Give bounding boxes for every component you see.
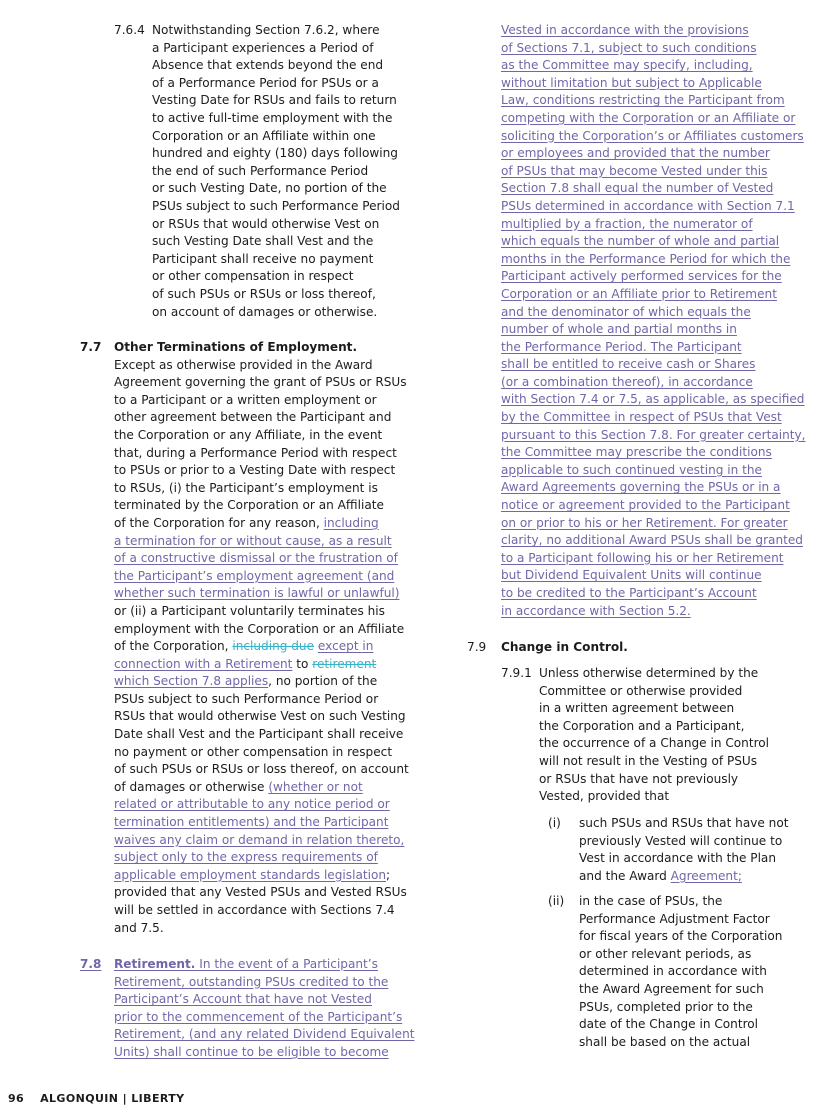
text-line: Except as otherwise provided in the Award xyxy=(114,357,373,372)
section-7-7-title: Other Terminations of Employment. xyxy=(114,340,358,354)
text-line: or other compensation in respect xyxy=(152,269,354,284)
text-line: a Participant experiences a Period of xyxy=(152,40,374,55)
section-7-8-title: Retirement. xyxy=(114,957,196,971)
text-line: determined in accordance with xyxy=(579,964,767,979)
text-span: of damages or otherwise xyxy=(114,779,269,794)
text-line: in the case of PSUs, the xyxy=(579,894,723,908)
text-line xyxy=(114,638,409,656)
text-line: or other relevant periods, as xyxy=(579,946,752,961)
inserted-line: of a constructive dismissal or the frustration of xyxy=(114,551,398,566)
inserted-line: termination entitlements) and the Participant xyxy=(114,815,389,830)
text-line: on account of damages or otherwise. xyxy=(152,304,378,319)
text-line: Unless otherwise determined by the xyxy=(539,666,759,680)
text-line: or RSUs that have not previously xyxy=(539,771,739,786)
inserted-line: clarity, no additional Award PSUs shall be granted xyxy=(501,533,803,548)
text-line: Participant shall receive no payment xyxy=(152,251,374,266)
text-line xyxy=(114,656,409,674)
brand-name: ALGONQUIN | LIBERTY xyxy=(40,1092,185,1105)
inserted-line: by the Committee in respect of PSUs that Vest xyxy=(501,410,782,425)
text-line: no payment or other compensation in respect xyxy=(114,744,393,759)
text-line: terminated by the Corporation or an Affiliate xyxy=(114,498,384,513)
section-7-8-text-right xyxy=(501,22,806,620)
inserted-line: notice or agreement provided to the Participant xyxy=(501,498,790,513)
text-line xyxy=(114,515,409,533)
inserted-line: the Participant’s employment agreement (and xyxy=(114,568,395,583)
inserted-line: applicable to such continued vesting in the xyxy=(501,462,762,477)
text-line: employment with the Corporation or an Affiliate xyxy=(114,621,405,636)
inserted-text: connection with a Retirement xyxy=(114,656,293,671)
text-line: and 7.5. xyxy=(114,920,164,935)
text-line: or RSUs that would otherwise Vest on xyxy=(152,216,380,231)
text-line: to a Participant or a written employment or xyxy=(114,392,377,407)
inserted-line: subject only to the express requirements of xyxy=(114,850,378,865)
text-line: Notwithstanding Section 7.6.2, where xyxy=(152,23,380,37)
inserted-line: as the Committee may specify, including, xyxy=(501,58,753,73)
text-line: of such PSUs or RSUs or loss thereof, on account xyxy=(114,762,409,777)
text-line: Performance Adjustment Factor xyxy=(579,911,770,926)
text-line: hundred and eighty (180) days following xyxy=(152,146,398,161)
text-line xyxy=(114,779,409,797)
inserted-line: of PSUs that may become Vested under this xyxy=(501,163,768,178)
text-line: such Vesting Date shall Vest and the xyxy=(152,234,374,249)
text-line: will not result in the Vesting of PSUs xyxy=(539,753,758,768)
inserted-line: to be credited to the Participant’s Account xyxy=(501,586,757,600)
inserted-line: Units) shall continue to be eligible to become xyxy=(114,1044,389,1059)
text-line: of a Performance Period for PSUs or a xyxy=(152,75,379,90)
inserted-text: (whether or not xyxy=(268,779,363,794)
inserted-line: whether such termination is lawful or unlawful) xyxy=(114,586,400,601)
inserted-line xyxy=(114,956,415,974)
text-line: or (ii) a Participant voluntarily terminates his xyxy=(114,603,385,618)
section-7-7-number: 7.7 xyxy=(80,340,102,354)
text-line: to PSUs or prior to a Vesting Date with respect xyxy=(114,463,396,478)
inserted-line: multiplied by a fraction, the numerator of xyxy=(501,216,753,231)
text-line: date of the Change in Control xyxy=(579,1017,759,1032)
section-7-7-text xyxy=(114,339,409,937)
page-number: 96 xyxy=(8,1092,25,1105)
text-line: will be settled in accordance with Sections 7.4 xyxy=(114,903,395,917)
item-i-number: (i) xyxy=(548,816,561,830)
inserted-line: shall be entitled to receive cash or Shares xyxy=(501,357,756,372)
text-line: other agreement between the Participant and xyxy=(114,410,392,425)
inserted-line: without limitation but subject to Applicable xyxy=(501,75,762,90)
text-span: of the Corporation, xyxy=(114,639,233,654)
inserted-line: the Performance Period. The Participant xyxy=(501,339,742,354)
text-line: to active full-time employment with the xyxy=(152,110,393,125)
page-footer xyxy=(8,1090,185,1108)
inserted-line: months in the Performance Period for which the xyxy=(501,251,791,266)
inserted-line: on or prior to his or her Retirement. For greater xyxy=(501,515,788,530)
text-line: that, during a Performance Period with respect xyxy=(114,445,397,460)
text-line: Vested, provided that xyxy=(539,789,670,804)
text-line: RSUs that would otherwise Vest on such Vesting xyxy=(114,709,406,724)
inserted-line: (or a combination thereof), in accordance xyxy=(501,374,753,389)
inserted-line: which equals the number of whole and partial xyxy=(501,234,780,249)
inserted-line: in accordance with Section 5.2. xyxy=(501,603,691,618)
inserted-line: Retirement, outstanding PSUs credited to the xyxy=(114,974,389,989)
inserted-line: of Sections 7.1, subject to such conditions xyxy=(501,40,757,55)
section-7-9-title: Change in Control. xyxy=(501,640,628,654)
inserted-line: but Dividend Equivalent Units will continue xyxy=(501,568,762,583)
text-line: Absence that extends beyond the end xyxy=(152,58,384,73)
section-7-9-1-text xyxy=(539,665,769,806)
inserted-text: applicable employment standards legislation xyxy=(114,867,387,882)
inserted-line: number of whole and partial months in xyxy=(501,322,737,337)
text-line: previously Vested will continue to xyxy=(579,833,783,848)
inserted-line: Participant’s Account that have not Vested xyxy=(114,992,372,1007)
text-line: the occurrence of a Change in Control xyxy=(539,736,770,751)
text-line: such PSUs and RSUs that have not xyxy=(579,816,789,830)
inserted-line: with Section 7.4 or 7.5, as applicable, as specified xyxy=(501,392,805,407)
section-7-9-1-number: 7.9.1 xyxy=(501,666,532,680)
inserted-line: Corporation or an Affiliate prior to Retirement xyxy=(501,286,777,301)
text-span: to xyxy=(292,656,313,671)
text-line: Vesting Date for RSUs and fails to return xyxy=(152,93,397,108)
deleted-text: including due xyxy=(232,639,315,654)
inserted-line: Participant actively performed services for the xyxy=(501,269,782,284)
item-i-text xyxy=(579,815,789,885)
text-line: to RSUs, (i) the Participant’s employment is xyxy=(114,480,378,495)
text-line: the end of such Performance Period xyxy=(152,163,369,178)
item-ii-text xyxy=(579,893,782,1051)
inserted-line: related or attributable to any notice period or xyxy=(114,797,390,812)
text-line: PSUs, completed prior to the xyxy=(579,999,753,1014)
text-line: in a written agreement between xyxy=(539,701,735,716)
inserted-line: the Committee may prescribe the conditions xyxy=(501,445,772,460)
text-line: shall be based on the actual xyxy=(579,1034,751,1049)
text-line: the Corporation and a Participant, xyxy=(539,718,745,733)
section-7-6-4-text xyxy=(152,22,400,321)
inserted-line: waives any claim or demand in relation thereto, xyxy=(114,832,405,847)
text-span: and the Award xyxy=(579,868,671,883)
inserted-line: Award Agreements governing the PSUs or in a xyxy=(501,480,781,495)
inserted-line: to a Participant following his or her Retirement xyxy=(501,550,784,565)
section-7-8-text-left xyxy=(114,956,415,1062)
inserted-text: including xyxy=(323,515,379,530)
inserted-line: prior to the commencement of the Participant’s xyxy=(114,1009,403,1024)
text-line: of such PSUs or RSUs or loss thereof, xyxy=(152,286,376,301)
text-span: ; xyxy=(386,867,391,882)
text-line: PSUs subject to such Performance Period or xyxy=(114,691,379,706)
text-line: Corporation or an Affiliate within one xyxy=(152,128,376,143)
inserted-line: Retirement, (and any related Dividend Equivalent xyxy=(114,1027,415,1042)
text-span: In the event of a Participant’s xyxy=(195,957,378,971)
text-line: the Award Agreement for such xyxy=(579,981,764,996)
text-line: Committee or otherwise provided xyxy=(539,683,743,698)
inserted-line: competing with the Corporation or an Affiliate or xyxy=(501,110,796,125)
inserted-line: PSUs determined in accordance with Section 7.1 xyxy=(501,198,795,213)
text-line: the Corporation or any Affiliate, in the event xyxy=(114,427,383,442)
text-line: PSUs subject to such Performance Period xyxy=(152,198,400,213)
inserted-text: except in xyxy=(317,639,374,654)
inserted-line: Section 7.8 shall equal the number of Vested xyxy=(501,181,774,196)
inserted-line: or employees and provided that the number xyxy=(501,146,770,161)
text-span: , no portion of the xyxy=(268,674,378,689)
text-line: for fiscal years of the Corporation xyxy=(579,929,783,944)
text-line: provided that any Vested PSUs and Vested RSUs xyxy=(114,885,407,900)
inserted-line: Law, conditions restricting the Participant from xyxy=(501,93,785,108)
section-7-9-number: 7.9 xyxy=(467,640,487,654)
text-span: of the Corporation for any reason, xyxy=(114,515,324,530)
inserted-line: pursuant to this Section 7.8. For greater certainty, xyxy=(501,427,806,442)
section-7-8-number: 7.8 xyxy=(80,957,102,971)
inserted-text: Agreement; xyxy=(670,868,742,883)
text-line: or such Vesting Date, no portion of the xyxy=(152,181,387,196)
inserted-line: a termination for or without cause, as a result xyxy=(114,533,392,548)
text-line: Date shall Vest and the Participant shall receive xyxy=(114,727,404,742)
text-line: Agreement governing the grant of PSUs or RSUs xyxy=(114,375,407,390)
text-line: Vest in accordance with the Plan xyxy=(579,851,777,866)
inserted-text: which Section 7.8 applies xyxy=(114,674,269,689)
deleted-text: retirement xyxy=(312,656,377,671)
item-ii-number: (ii) xyxy=(548,894,565,908)
section-7-6-4-number: 7.6.4 xyxy=(114,23,145,37)
inserted-line: and the denominator of which equals the xyxy=(501,304,751,319)
inserted-line: Vested in accordance with the provisions xyxy=(501,23,749,37)
text-line xyxy=(114,673,409,691)
inserted-line: soliciting the Corporation’s or Affiliates customers xyxy=(501,128,804,143)
text-line xyxy=(579,868,789,886)
text-line xyxy=(114,867,409,885)
